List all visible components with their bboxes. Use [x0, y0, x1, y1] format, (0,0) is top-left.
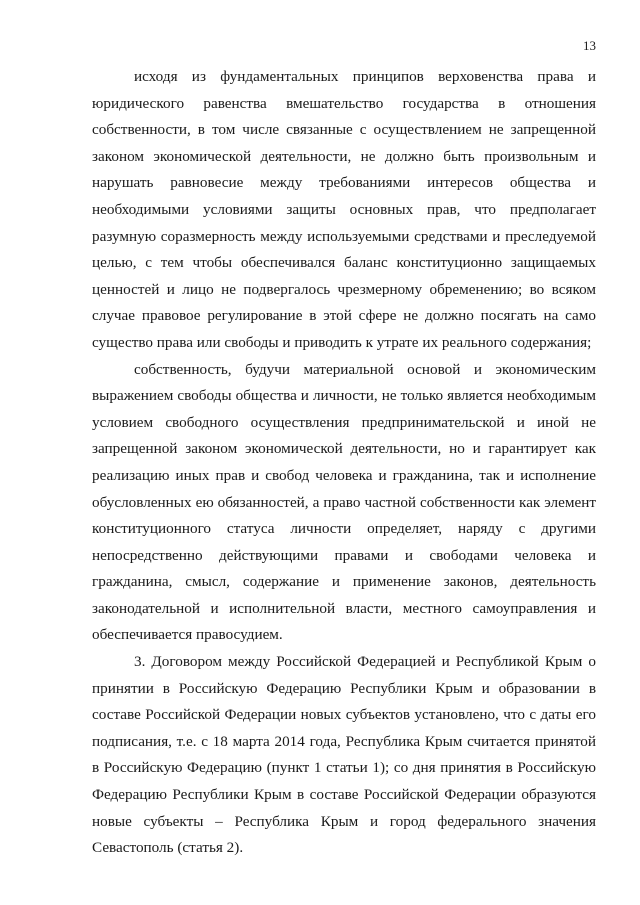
- document-body: [92, 64, 596, 862]
- paragraph-property-as-basis: собственность, будучи материальной основой и экономическим выражением свободы общества и личности, не только является необходимым условием свободного осуществления предпринимательской и иной не запрещенной законом экономической деятельности, но и гарантирует как реализацию иных прав и свобод человека и гражданина, так и исполнение обусловленных ею обязанностей, а право частной собственности как элемент конституционного статуса личности определяет, наряду с другими непосредственно действующими правами и свободами человека и гражданина, смысл, содержание и применение законов, деятельность законодательной и исполнительной власти, местного самоуправления и обеспечивается правосудием.: [92, 360, 596, 644]
- page-number: 13: [583, 38, 596, 53]
- paragraph-proportionality-principle: исходя из фундаментальных принципов верховенства права и юридического равенства вмешательство государства в отношения собственности, в том числе связанные с осуществлением не запрещенной законом экономической деятельности, не должно быть произвольным и нарушать равновесие между требованиями интересов общества и необходимыми условиями защиты основных прав, что предполагает разумную соразмерность между используемыми средствами и преследуемой целью, с тем чтобы обеспечивался баланс конституционно защищаемых ценностей и лицо не подвергалось чрезмерному обременению; во всяком случае правовое регулирование в этой сфере не должно посягать на само существо права или свободы и приводить к утрате их реального содержания;: [92, 68, 596, 351]
- paragraph-crimea-treaty: 3. Договором между Российской Федерацией и Республикой Крым о принятии в Российскую Федерацию Республики Крым и образовании в составе Российской Федерации новых субъектов установлено, что с даты его подписания, т.е. с 18 марта 2014 года, Республика Крым считается принятой в Российскую Федерацию (пункт 1 статьи 1); со дня принятия в Российскую Федерацию Республики Крым в составе Российской Федерации образуются новые субъекты – Республика Крым и город федерального значения Севастополь (статья 2).: [92, 653, 596, 857]
